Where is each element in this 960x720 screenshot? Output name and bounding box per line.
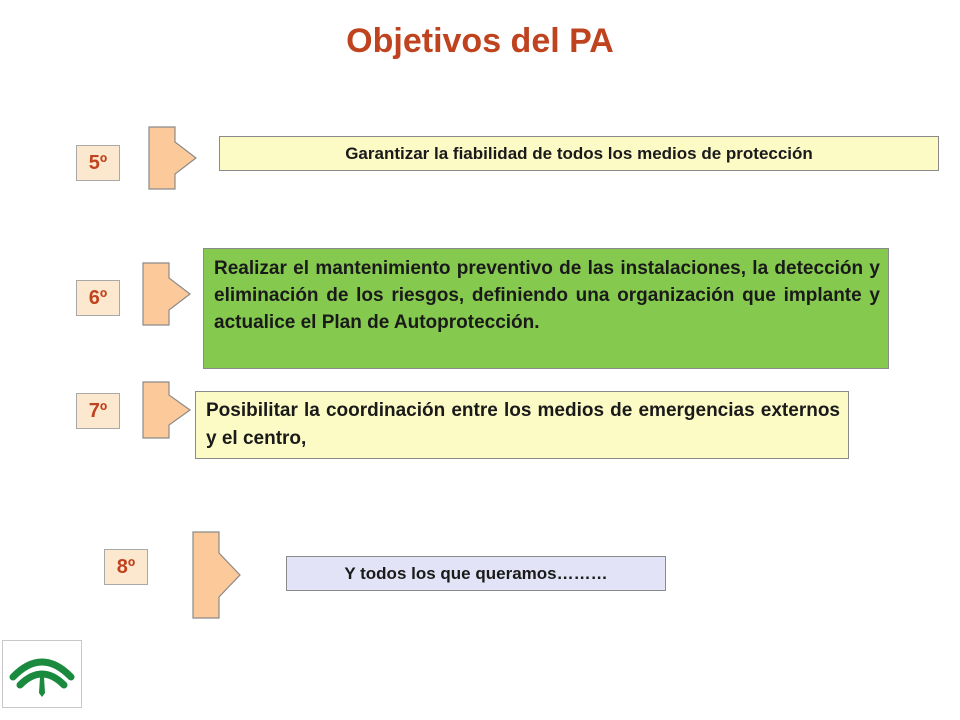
objective-text-6: Realizar el mantenimiento preventivo de las instalaciones, la detección y eliminación de los riesgos, definiendo una organización que implante y actualice el Plan de Autoprotección. bbox=[203, 248, 889, 369]
objective-number-8: 8º bbox=[104, 549, 148, 585]
arrow-right-icon bbox=[192, 531, 242, 619]
objective-text-8: Y todos los que queramos……… bbox=[286, 556, 666, 591]
objective-text-5: Garantizar la fiabilidad de todos los medios de protección bbox=[219, 136, 939, 171]
arrow-right-icon bbox=[148, 126, 198, 190]
arrow-right-icon bbox=[142, 381, 192, 439]
objective-number-6: 6º bbox=[76, 280, 120, 316]
objective-number-5: 5º bbox=[76, 145, 120, 181]
arrow-right-icon bbox=[142, 262, 192, 326]
page-title: Objetivos del PA bbox=[346, 22, 614, 60]
junta-andalucia-logo-icon bbox=[3, 641, 81, 707]
logo-frame bbox=[2, 640, 82, 708]
objective-text-7: Posibilitar la coordinación entre los medios de emergencias externos y el centro, bbox=[195, 391, 849, 459]
objective-number-7: 7º bbox=[76, 393, 120, 429]
